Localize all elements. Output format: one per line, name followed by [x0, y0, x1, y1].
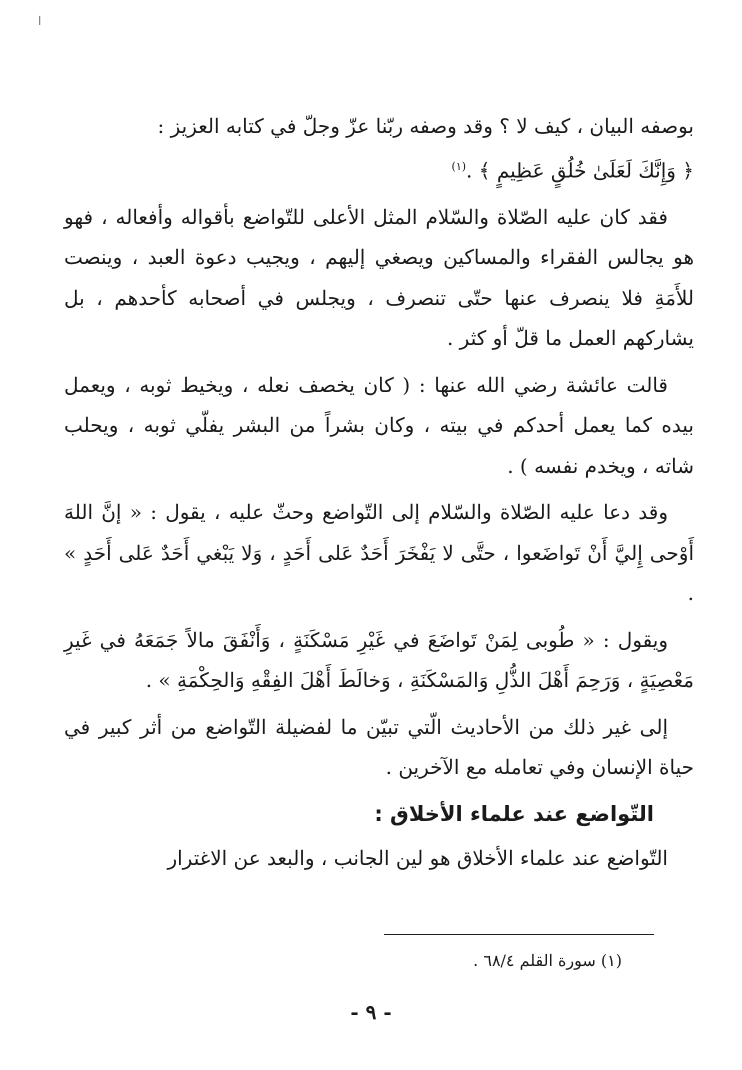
paragraph-4: وقد دعا عليه الصّلاة والسّلام إلى التّواضع وحثّ عليه ، يقول : « إنَّ اللهَ أَوْحى إِليَّ أَنْ تَواضَعوا ، حتَّى لا يَفْخَرَ أَحَدٌ عَلى أَحَدٍ ، وَلا يَبْغي أَحَدٌ عَلى أَحَدٍ » . [64, 500, 694, 606]
paragraph-3: قالت عائشة رضي الله عنها : ( كان يخصف نعله ، ويخيط ثوبه ، ويعمل بيده كما يعمل أحدكم في بيته ، وكان بشراً من البشر يفلّي ثوبه ، ويحلب شاته ، ويخدم نفسه ) . [64, 372, 694, 478]
paragraph-5: ويقول : « طُوبى لِمَنْ تَواضَعَ في غَيْرِ مَسْكَنَةٍ ، وَأَنْفَقَ مالاً جَمَعَهُ في غَيرِ مَعْصِيَةٍ ، وَرَحِمَ أَهْلَ الذُّلِ وَالمَسْكَنَةِ ، وَخالَطَ أَهْلَ الفِقْهِ وَالحِكْمَةِ » . [64, 627, 694, 693]
footnote-reference: (١) [451, 159, 467, 173]
footnote: (١) سورة القلم ٦٨/٤ . [473, 951, 622, 970]
page-body [64, 106, 694, 884]
paragraph-2: فقد كان عليه الصّلاة والسّلام المثل الأعلى للتّواضع بأقواله وأفعاله ، فهو هو يجالس الفقراء والمساكين ويصغي إليهم ، ويجيب دعوة العبد ، وينصت للأَمَةِ فلا ينصرف عنها حتّى تنصرف ، ويجلس في أصحابه كأحدهم ، بل يشاركهم العمل ما قلّ أو كثر . [64, 204, 694, 351]
paragraph-1 [64, 106, 694, 191]
paragraph-7: التّواضع عند علماء الأخلاق هو لين الجانب ، والبعد عن الاغترار [167, 845, 668, 870]
quran-verse: ﴿ وَإِنَّكَ لَعَلَىٰ خُلُقٍ عَظِيمٍ ﴾ . [466, 158, 694, 183]
paragraph-1-line-1: بوصفه البيان ، كيف لا ؟ وقد وصفه ربّنا عزّ وجلّ في كتابه العزيز : [157, 114, 694, 138]
footnote-divider [384, 934, 654, 935]
page-number: - ٩ - [350, 1000, 392, 1024]
paragraph-6: إلى غير ذلك من الأحاديث الّتي تبيّن ما لفضيلة التّواضع من أثر كبير في حياة الإنسان وفي تعامله مع الآخرين . [64, 714, 694, 780]
section-heading: التّواضع عند علماء الأخلاق : [374, 801, 654, 826]
corner-mark: ا [38, 14, 42, 28]
